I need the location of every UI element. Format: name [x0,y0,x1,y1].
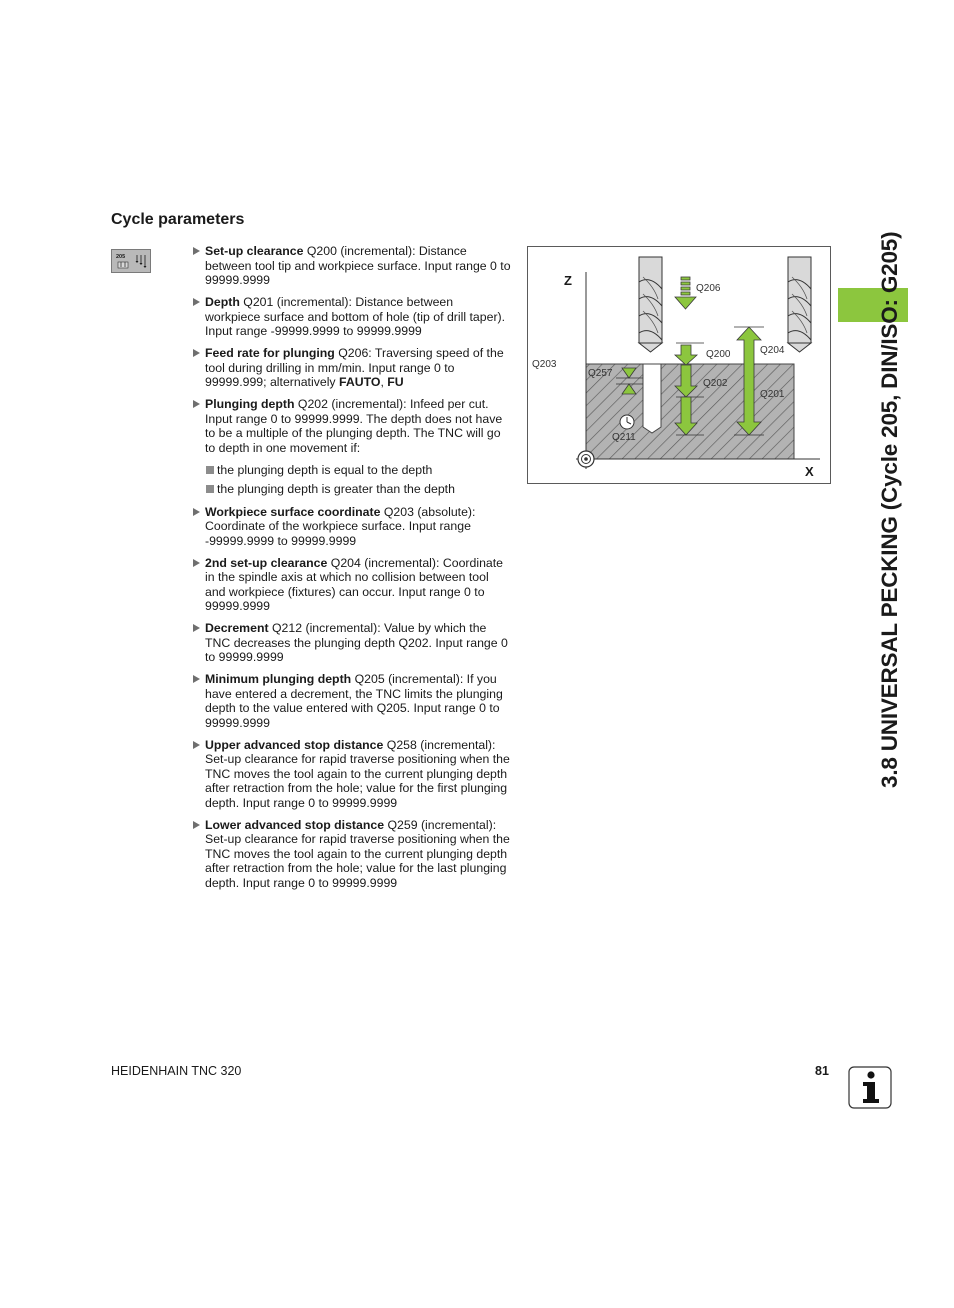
sub-item [193,482,511,497]
sub-item-text: the plunging depth is equal to the depth [217,463,433,477]
bullet-triangle-icon [193,247,200,255]
bullet-triangle-icon [193,821,200,829]
bullet-triangle-icon [193,559,200,567]
q202-label: Q202 [703,378,728,389]
side-chapter-title: 3.8 UNIVERSAL PECKING (Cycle 205, DIN/ISO: G205) [877,231,902,788]
param-name: Plunging depth [205,397,295,411]
param-text: Q212 (incremental): Value by which the TNC decreases the plunging depth Q202. Input range 0 to 99999.9999 [205,621,508,664]
param-text: Q206: Traversing speed of the tool during drilling in mm/min. Input range 0 to 99999.999; alternatively [205,346,504,389]
section-title: Cycle parameters [111,211,245,228]
param-workpiece-surface [193,505,511,549]
param-name: Set-up clearance [205,244,304,258]
footer-page-number: 81 [815,1064,829,1078]
param-text: Q202 (incremental): Infeed per cut. Input range 0 to 99999.9999. The depth does not have to be a multiple of the plunging depth. The TNC will go to depth in one movement if: [205,397,503,455]
q257-label: Q257 [588,368,613,379]
q206-feed-arrow [675,277,696,309]
bullet-triangle-icon [193,624,200,632]
param-text: Q204 (incremental): Coordinate in the spindle axis at which no collision between tool and workpiece (fixtures) can occur. Input range 0 to 99999.9999 [205,555,504,613]
param-name: Workpiece surface coordinate [205,504,381,519]
param-name: Feed rate for plunging [205,346,335,360]
bullet-triangle-icon [193,508,200,516]
drilled-hole [643,364,661,433]
bullet-triangle-icon [193,349,200,357]
bullet-triangle-icon [193,298,200,306]
param-upper-advanced-stop [193,738,511,811]
q206-label: Q206 [696,283,721,294]
cycle-205-diagram [527,246,831,484]
param-plunging-depth [193,397,511,455]
param-depth [193,295,511,339]
sub-item [193,463,511,478]
param-text: Q200 (incremental): Distance between tool tip and workpiece surface. Input range 0 to 99999.9999 [205,244,511,287]
param-decrement [193,621,511,665]
drill-tool-right-icon [788,257,811,352]
param-lower-advanced-stop [193,818,511,891]
cycle-205-softkey-icon [111,249,151,273]
bullet-square-icon [206,466,214,474]
fu-keyword: FU [387,375,404,389]
param-text: Q258 (incremental): Set-up clearance for rapid traverse positioning when the TNC moves the tool again to the current plunging depth after retraction from the hole; value for the first plunging depth. Input range 0 to 99999.9999 [205,737,510,810]
q200-arrow [675,345,697,365]
param-name: Lower advanced stop distance [205,817,385,832]
param-name: 2nd set-up clearance [205,555,328,570]
softkey-label: 205 [116,254,126,260]
param-minimum-plunging-depth [193,672,511,730]
param-text: Q203 (absolute): Coordinate of the workpiece surface. Input range -99999.9999 to 99999.9999 [205,504,476,548]
dwell-clock-icon [620,415,634,429]
q201-label: Q201 [760,389,785,400]
keyword-separator: , [380,375,388,389]
q204-label: Q204 [760,345,785,356]
q203-label: Q203 [532,359,557,370]
param-text: Q259 (incremental): Set-up clearance for rapid traverse positioning when the TNC moves the tool again to the current plunging depth after retraction from the hole; value for the last plunging depth. Input range 0 to 99999.9999 [205,817,510,890]
param-text: Q205 (incremental): If you have entered a decrement, the TNC limits the plunging depth to the value entered with Q205. Input range 0 to 99999.9999 [205,672,503,730]
fauto-keyword: FAUTO [339,375,381,389]
param-setup-clearance [193,244,511,288]
bullet-triangle-icon [193,741,200,749]
param-text: Q201 (incremental): Distance between workpiece surface and bottom of hole (tip of drill taper). Input range -99999.9999 to 99999.9999 [205,295,506,338]
param-name: Minimum plunging depth [205,672,352,686]
sub-item-text: the plunging depth is greater than the depth [217,482,455,496]
x-axis-label: X [805,464,814,479]
param-name: Decrement [205,621,269,635]
bullet-square-icon [206,485,214,493]
q200-label: Q200 [706,349,731,360]
z-axis-label: Z [564,273,572,288]
footer-manual-title: HEIDENHAIN TNC 320 [111,1064,242,1078]
bullet-triangle-icon [193,675,200,683]
param-name: Upper advanced stop distance [205,737,384,752]
info-icon [848,1066,892,1109]
parameter-list [193,244,511,890]
drill-tool-left-icon [639,257,662,352]
param-name: Depth [205,295,240,309]
bullet-triangle-icon [193,400,200,408]
q211-label: Q211 [612,432,636,443]
param-feed-rate [193,346,511,390]
param-2nd-setup-clearance [193,556,511,614]
